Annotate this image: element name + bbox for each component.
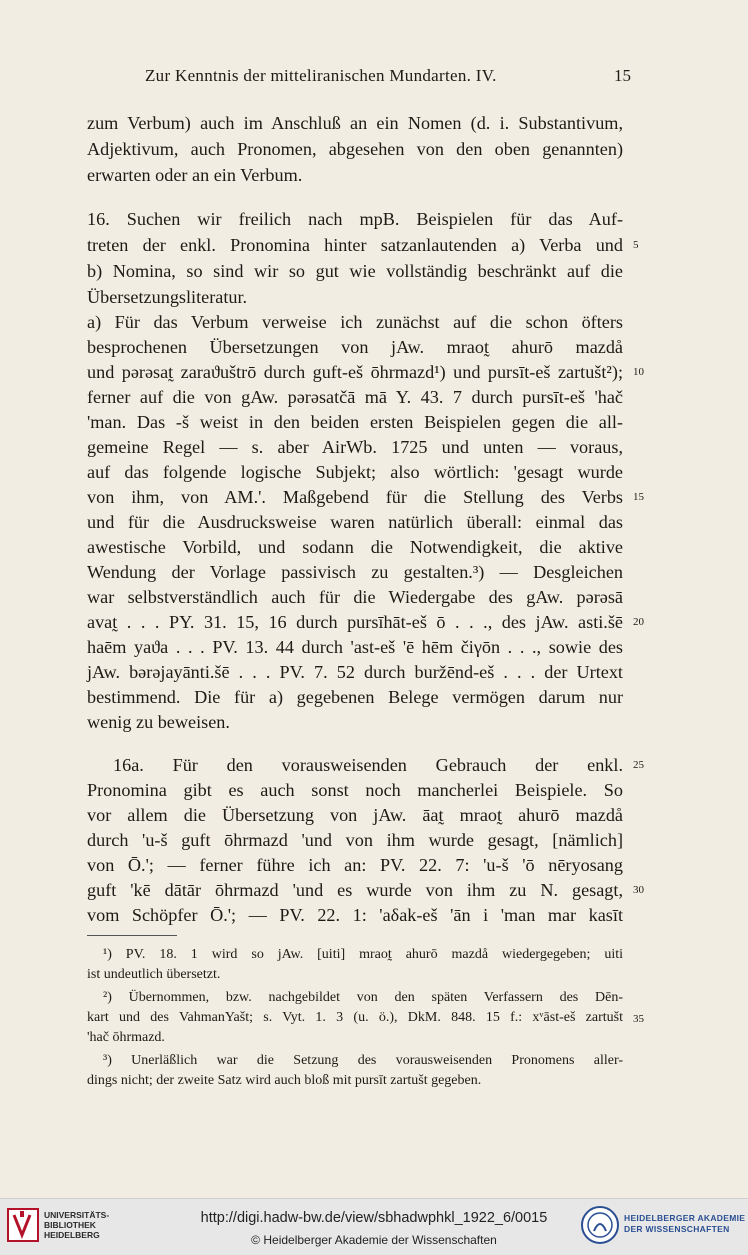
text-line: von Ō.'; — ferner führe ich an: PV. 22. 7: 'u-š 'ō nēryosang bbox=[87, 855, 623, 875]
text-line: von ihm, von AM.'. Maßgebend für die Stellung des Verbs bbox=[87, 487, 623, 507]
copyright-notice: © Heidelberger Akademie der Wissenschaften bbox=[251, 1233, 497, 1247]
text-line: zum Verbum) auch im Anschluß an ein Nomen (d. i. Substantivum, bbox=[87, 113, 623, 133]
text-line: war selbstverständlich auch für die Wiedergabe des gAw. pərəsā bbox=[87, 587, 623, 607]
text-line: auf das folgende logische Subjekt; also wörtlich: 'gesagt wurde bbox=[87, 462, 623, 482]
text-line: wenig zu beweisen. bbox=[87, 712, 230, 732]
line-number: 5 bbox=[633, 239, 639, 251]
page-number: 15 bbox=[614, 66, 631, 85]
footnote-rule bbox=[87, 935, 177, 936]
footnote-2-cont: kart und des VahmanYašt; s. Vyt. 1. 3 (u. ö.), DkM. 848. 15 f.: xᵛāst-eš zartušt bbox=[87, 1010, 623, 1025]
line-number: 35 bbox=[633, 1013, 644, 1025]
footnote-2-cont: 'hač ōhrmazd. bbox=[87, 1030, 165, 1045]
text-line: treten der enkl. Pronomina hinter satzanlautenden a) Verba und bbox=[87, 235, 623, 255]
text-line: gemeine Regel — s. aber AirWb. 1725 und unten — voraus, bbox=[87, 437, 623, 457]
footnote-3-cont: dings nicht; der zweite Satz wird auch bloß mit pursīt zartušt gegeben. bbox=[87, 1073, 482, 1088]
text-line: bestimmend. Die für a) gegebenen Belege vermögen darum nur bbox=[87, 687, 623, 707]
line-number: 10 bbox=[633, 366, 644, 378]
footnote-3: ³) Unerläßlich war die Setzung des vorausweisenden Pronomens aller- bbox=[103, 1053, 623, 1068]
line-number: 20 bbox=[633, 616, 644, 628]
text-line: 'man. Das -š weist in den beiden ersten Beispielen gegen die all- bbox=[87, 412, 623, 432]
academy-seal-icon bbox=[580, 1205, 620, 1245]
text-line: ferner auf die von gAw. pərəsatčā mā Y. 43. 7 durch pursīt-eš 'hač bbox=[87, 387, 623, 407]
running-header bbox=[0, 66, 748, 90]
academy-name: HEIDELBERGER AKADEMIE DER WISSENSCHAFTEN bbox=[624, 1213, 746, 1234]
text-line: Übersetzungsliteratur. bbox=[87, 287, 248, 307]
university-library-name: UNIVERSITÄTS- BIBLIOTHEK HEIDELBERG bbox=[44, 1210, 110, 1240]
text-line: b) Nomina, so sind wir so gut wie vollständig beschränkt auf die bbox=[87, 261, 623, 281]
viewer-footer bbox=[0, 1198, 748, 1255]
text-line: awestische Vorbild, und sodann die Notwendigkeit, die aktive bbox=[87, 537, 623, 557]
text-line: jAw. bərəjayānti.šē . . . PV. 7. 52 durch buržēnd-eš . . . der Urtext bbox=[87, 662, 623, 682]
text-line: Wendung der Vorlage passivisch zu gestalten.³) — Desgleichen bbox=[87, 562, 623, 582]
text-line: und für die Ausdrucksweise waren natürlich überall: einmal das bbox=[87, 512, 623, 532]
text-line: erwarten oder an ein Verbum. bbox=[87, 165, 303, 185]
footnote-1: ¹) PV. 18. 1 wird so jAw. [uiti] mraot̰ ahurō mazdå wiedergegeben; uiti bbox=[103, 947, 623, 962]
text-line: a) Für das Verbum verweise ich zunächst auf die schon öfters bbox=[87, 312, 623, 332]
footnote-2: ²) Übernommen, bzw. nachgebildet von den späten Verfassern des Dēn- bbox=[103, 990, 623, 1005]
text-line: Adjektivum, auch Pronomen, abgesehen von den oben genannten) bbox=[87, 139, 623, 159]
text-line: vom Schöpfer Ō.'; — PV. 22. 1: 'aδak-eš 'ān i 'man mar kasīt bbox=[87, 905, 623, 925]
text-line: und pərəsat̰ zaraϑuštrō durch guft-eš ōhrmazd¹) und pursīt-eš zartušt²); bbox=[87, 362, 623, 382]
line-number: 15 bbox=[633, 491, 644, 503]
text-line: durch 'u-š guft ōhrmazd 'und von ihm wurde gesagt, [nämlich] bbox=[87, 830, 623, 850]
running-title: Zur Kenntnis der mitteliranischen Mundarten. IV. bbox=[145, 66, 497, 85]
text-line: Pronomina gibt es auch sonst noch mancherlei Beispiele. So bbox=[87, 780, 623, 800]
permalink-url[interactable]: http://digi.hadw-bw.de/view/sbhadwphkl_1922_6/0015 bbox=[200, 1210, 548, 1226]
text-line: besprochenen Übersetzungen von jAw. mraot̰ ahurō mazdå bbox=[87, 337, 623, 357]
section-16a-heading-line: 16a. Für den vorausweisenden Gebrauch der enkl. bbox=[113, 755, 623, 775]
text-line: haēm yaϑa . . . PV. 13. 44 durch 'ast-eš 'ē hēm čiγōn . . ., sowie des bbox=[87, 637, 623, 657]
line-number: 25 bbox=[633, 759, 644, 771]
footnote-1-cont: ist undeutlich übersetzt. bbox=[87, 967, 221, 982]
text-line: avat̰ . . . PY. 31. 15, 16 durch pursīhāt-eš ō . . ., des jAw. asti.šē bbox=[87, 612, 623, 632]
line-number: 30 bbox=[633, 884, 644, 896]
section-16-heading-line: 16. Suchen wir freilich nach mpB. Beispielen für das Auf- bbox=[87, 209, 623, 229]
text-line: guft 'kē dātār ōhrmazd 'und es wurde von ihm zu N. gesagt, bbox=[87, 880, 623, 900]
text-line: vor allem die Übersetzung von jAw. āat̰ mraot̰ ahurō mazdå bbox=[87, 805, 623, 825]
